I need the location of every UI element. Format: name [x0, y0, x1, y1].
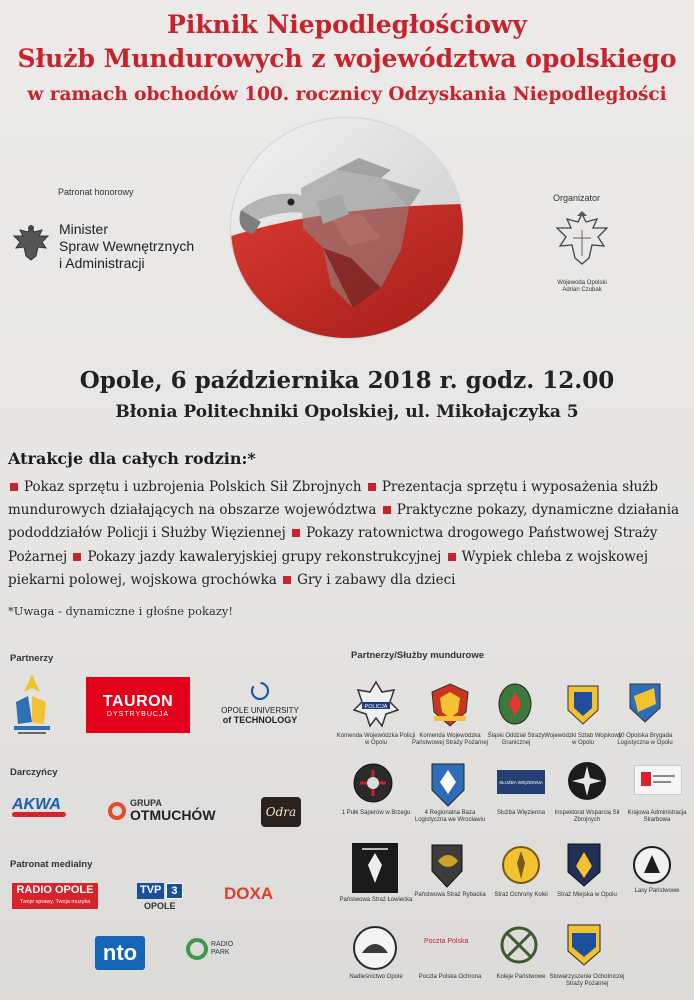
bullet-square-icon	[73, 553, 81, 561]
badge-caption: 4 Regionalna Baza Logistyczna we Wrocławiu	[414, 810, 486, 823]
badge-caption: Stowarzyszenie Ochotniczej Straży Pożarnej	[549, 974, 625, 987]
bullet-square-icon	[383, 506, 391, 514]
badge-caption: Krajowa Administracja Skarbowa	[627, 810, 687, 823]
badge-caption: Poczta Polska Ochrona	[418, 974, 482, 980]
nto-logo: nto	[95, 936, 145, 970]
game-guard-badge-icon	[352, 843, 398, 893]
military-staff-badge-icon	[497, 682, 533, 732]
city-guard-badge-icon	[566, 842, 602, 892]
badge-caption: Lasy Państwowe	[634, 888, 680, 894]
svg-text:POLICJA: POLICJA	[364, 704, 388, 710]
event-date-time: Opole, 6 października 2018 r. godz. 12.00	[79, 367, 615, 394]
attractions-list	[8, 476, 688, 592]
badge-caption: 1 Pułk Saperów w Brzegu	[341, 810, 411, 816]
partners-label: Partnerzy	[10, 653, 54, 664]
organizer-name: Wojewoda Opolski Adrian Czubak	[557, 280, 607, 293]
title-line-3: w ramach obchodów 100. rocznicy Odzyskania Niepodległości	[27, 84, 667, 105]
tvp3-opole-logo: TVP 3 OPOLE	[137, 883, 183, 911]
policja-badge-icon	[352, 680, 400, 732]
title-line-1: Piknik Niepodległościowy	[167, 10, 527, 39]
badge-caption: Służba Więzienna	[496, 810, 546, 816]
badge-caption: Państwowa Straż Rybacka	[414, 892, 486, 898]
military-recruitment-badge-icon	[566, 684, 600, 730]
badge-caption: Państwowa Straż Łowiecka	[339, 897, 413, 903]
attraction-item: Prezentacja sprzętu i wyposażenia służb mundurowych działających na obszarze województwa	[8, 479, 659, 519]
fire-service-badge-icon	[428, 682, 472, 732]
badge-caption: Straż Miejska w Opolu	[557, 892, 617, 898]
forestry-service-badge-icon	[352, 925, 398, 975]
minister-name: Minister Spraw Wewnętrznych i Administracji	[59, 221, 195, 271]
voivode-eagle-emblem-icon	[551, 210, 613, 280]
badge-caption: 10 Opolska Brygada Logistyczna w Opolu	[617, 733, 673, 746]
eagle-flag-circle	[231, 118, 463, 338]
attraction-item: Wypiek chleba z wojskowej piekarni polowej, wojskowa grochówka	[8, 548, 649, 588]
badge-caption: Komenda Wojewódzka Państwowej Straży Pożarnej	[411, 733, 489, 746]
media-patronage-label: Patronat medialny	[10, 859, 93, 870]
tauron-logo: TAURON DYSTRYBUCJA	[86, 677, 190, 733]
university-emblem-icon	[247, 681, 273, 701]
opole-university-logo: OPOLE UNIVERSITY of TECHNOLOGY	[212, 681, 308, 725]
radio-park-logo: RADIO PARK	[186, 938, 237, 960]
aviation-association-badge-icon	[566, 923, 602, 971]
polish-eagle-emblem-icon	[12, 222, 50, 268]
warning-note: *Uwaga - dynamiczne i głośne pokazy!	[8, 604, 234, 618]
attractions-heading: Atrakcje dla całych rodzin:*	[8, 449, 256, 468]
logistics-brigade-badge-icon	[628, 682, 662, 728]
bullet-square-icon	[283, 576, 291, 584]
bullet-square-icon	[448, 553, 456, 561]
badge-caption: Inspektorat Wsparcia Sił Zbrojnych	[554, 810, 620, 823]
badge-caption: Koleje Państwowe	[496, 974, 546, 980]
bullet-square-icon	[292, 529, 300, 537]
badge-caption: Śląski Oddział Straży Granicznej	[487, 733, 545, 746]
event-place: Błonia Politechniki Opolskiej, ul. Mikołajczyka 5	[115, 402, 579, 422]
bullet-square-icon	[368, 483, 376, 491]
poczta-polska-logo: Poczta Polska	[424, 938, 469, 945]
attraction-item: Pokaz sprzętu i uzbrojenia Polskich Sił Zbrojnych	[24, 479, 362, 495]
badge-caption: Wojewódzki Sztab Wojskowy w Opolu	[544, 733, 622, 746]
fisheries-guard-badge-icon	[430, 843, 464, 893]
badge-caption: Komenda Wojewódzka Policji w Opolu	[336, 733, 416, 746]
attraction-item: Pokazy jazdy kawaleryjskiej grupy rekonstrukcyjnej	[87, 548, 442, 565]
organizer-label: Organizator	[553, 193, 601, 203]
badge-caption: Straż Ochrony Kolei	[494, 892, 548, 898]
donors-label: Darczyńcy	[10, 767, 58, 778]
hunting-guard-badge-icon	[501, 845, 541, 889]
odra-logo: Odra	[261, 797, 301, 827]
sapper-regiment-badge-icon	[352, 762, 394, 808]
akwa-logo: AKWA	[12, 796, 72, 826]
otmuchow-ring-icon	[108, 802, 126, 820]
prison-service-logo: SŁUŻBA WIĘZIENNA	[497, 770, 545, 794]
public-administration-logo-icon	[634, 765, 682, 795]
opole-voivodeship-logo-icon	[10, 672, 54, 740]
bullet-square-icon	[10, 483, 18, 491]
transport-regiment-badge-icon	[430, 762, 466, 812]
uniformed-partners-label: Partnerzy/Służby mundurowe	[351, 650, 485, 661]
attraction-item: Gry i zabawy dla dzieci	[297, 571, 456, 588]
state-forests-badge-icon	[632, 845, 672, 889]
honorary-patronage-label: Patronat honorowy	[58, 187, 134, 197]
radio-park-ring-icon	[186, 938, 208, 960]
badge-caption: Nadleśnictwo Opole	[349, 974, 403, 980]
railway-guard-badge-icon	[499, 925, 539, 969]
attraction-item: Praktyczne pokazy, dynamiczne działania pododdziałów Policji i Służby Więziennej	[8, 502, 680, 542]
grupa-otmuchow-logo: GRUPA OTMUCHÓW	[108, 799, 216, 822]
attraction-item: Pokazy ratownictwa drogowego Państwowej Straży Pożarnej	[8, 525, 658, 565]
radio-opole-logo: RADIO OPOLE Twoje sprawy, Twoja muzyka	[12, 883, 98, 909]
communications-inspectorate-badge-icon	[566, 760, 608, 806]
doxa-logo: DOXA	[224, 884, 274, 903]
title-line-2: Służb Mundurowych z województwa opolskiego	[17, 44, 677, 73]
